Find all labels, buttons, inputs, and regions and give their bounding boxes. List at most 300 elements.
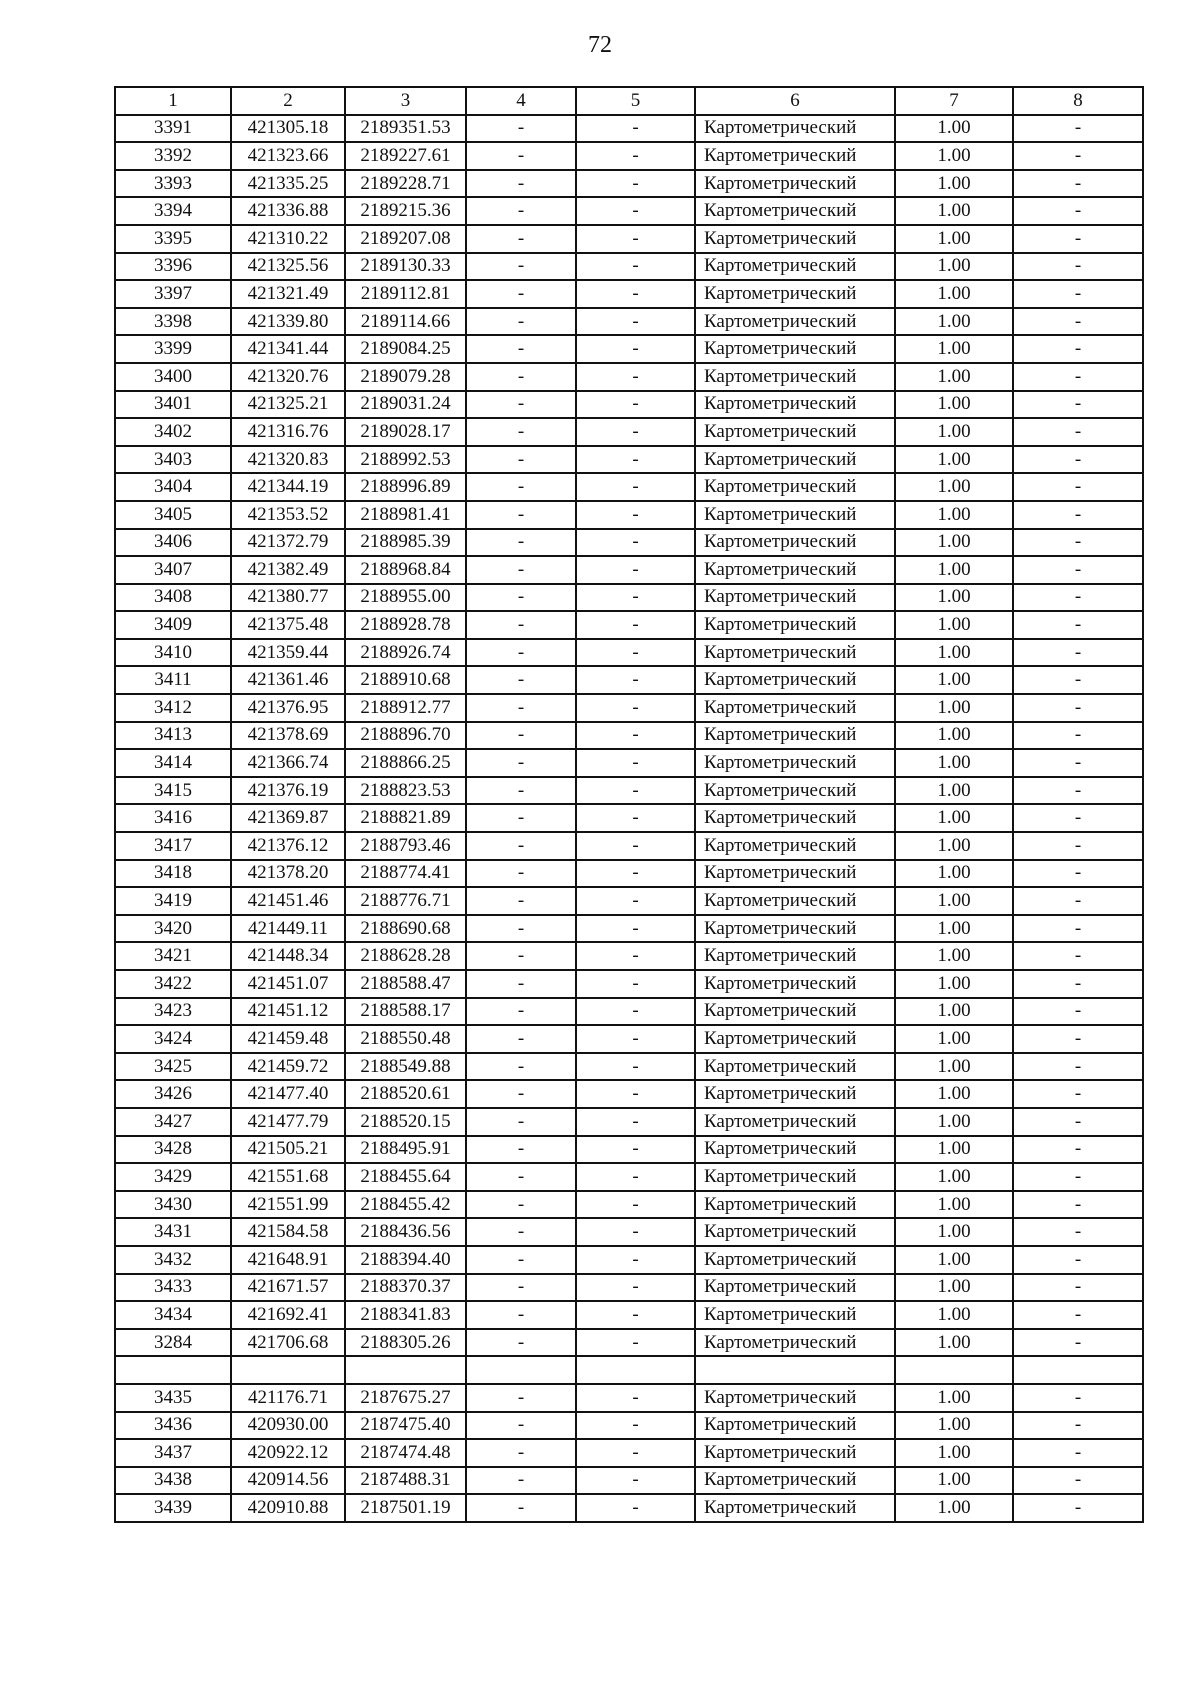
table-row [115,1274,1143,1302]
table-cell-col-2: 421477.79 [231,1108,345,1136]
table-row [115,1136,1143,1164]
column-header-7: 7 [895,87,1013,115]
table-row [115,1439,1143,1467]
table-cell-col-4: - [466,1025,576,1053]
table-cell-col-7: 1.00 [895,584,1013,612]
table-cell-col-4: - [466,197,576,225]
table-cell-col-7: 1.00 [895,832,1013,860]
table-cell-col-4: - [466,1163,576,1191]
table-row [115,1467,1143,1495]
table-cell-col-1: 3432 [115,1246,231,1274]
table-cell-col-7: 1.00 [895,1191,1013,1219]
table-cell-col-3: 2189114.66 [345,308,466,336]
table-cell-col-8: - [1013,1384,1143,1412]
table-cell-col-8: - [1013,115,1143,143]
table-cell-col-1: 3414 [115,749,231,777]
table-cell-col-4: - [466,804,576,832]
table-cell-col-2: 421376.12 [231,832,345,860]
table-cell-col-6: Картометрический [695,1108,895,1136]
table-cell-col-4: - [466,1053,576,1081]
table-header-row [115,87,1143,115]
table-cell-col-3: 2188394.40 [345,1246,466,1274]
table-cell-col-4 [466,1356,576,1384]
table-cell-col-8: - [1013,1053,1143,1081]
table-cell-col-7: 1.00 [895,1384,1013,1412]
table-row [115,887,1143,915]
table-cell-col-1: 3431 [115,1218,231,1246]
table-cell-col-1: 3415 [115,777,231,805]
table-cell-col-6: Картометрический [695,501,895,529]
table-cell-col-4: - [466,749,576,777]
table-cell-col-5: - [576,1301,695,1329]
table-cell-col-6: Картометрический [695,1439,895,1467]
table-cell-col-7: 1.00 [895,749,1013,777]
table-cell-col-7: 1.00 [895,308,1013,336]
table-cell-col-2: 421341.44 [231,335,345,363]
table-cell-col-2: 421477.40 [231,1080,345,1108]
table-cell-col-5: - [576,1108,695,1136]
table-cell-col-4: - [466,1136,576,1164]
table-cell-col-8: - [1013,142,1143,170]
table-cell-col-5: - [576,556,695,584]
table-cell-col-3: 2188495.91 [345,1136,466,1164]
table-row [115,1246,1143,1274]
table-cell-col-4: - [466,942,576,970]
table-cell-col-4: - [466,1246,576,1274]
table-cell-col-1: 3437 [115,1439,231,1467]
table-cell-col-8: - [1013,529,1143,557]
table-cell-col-6: Картометрический [695,1136,895,1164]
table-cell-col-7: 1.00 [895,335,1013,363]
table-body [115,115,1143,1522]
table-cell-col-2: 421551.68 [231,1163,345,1191]
table-cell-col-6: Картометрический [695,280,895,308]
table-cell-col-8: - [1013,225,1143,253]
table-cell-col-2: 421648.91 [231,1246,345,1274]
table-cell-col-5: - [576,335,695,363]
table-cell-col-3: 2188821.89 [345,804,466,832]
table-cell-col-1: 3409 [115,611,231,639]
table-cell-col-2: 421382.49 [231,556,345,584]
table-cell-col-4: - [466,1467,576,1495]
table-row [115,777,1143,805]
table-cell-col-2: 421505.21 [231,1136,345,1164]
table-cell-col-6: Картометрический [695,1163,895,1191]
table-cell-col-4: - [466,860,576,888]
table-cell-col-6: Картометрический [695,225,895,253]
table-cell-col-7 [895,1356,1013,1384]
table-row [115,1494,1143,1522]
table-row [115,1384,1143,1412]
table-cell-col-4: - [466,335,576,363]
table-cell-col-3: 2188370.37 [345,1274,466,1302]
table-cell-col-3: 2188774.41 [345,860,466,888]
table-cell-col-6: Картометрический [695,1384,895,1412]
table-cell-col-8: - [1013,1467,1143,1495]
table-row [115,529,1143,557]
table-cell-col-3: 2188823.53 [345,777,466,805]
table-cell-col-8: - [1013,363,1143,391]
table-cell-col-8: - [1013,1108,1143,1136]
table-cell-col-4: - [466,1329,576,1357]
table-cell-col-4: - [466,473,576,501]
table-row [115,253,1143,281]
table-cell-col-2: 421459.48 [231,1025,345,1053]
table-cell-col-4: - [466,253,576,281]
table-cell-col-6: Картометрический [695,1191,895,1219]
table-cell-col-7: 1.00 [895,611,1013,639]
table-cell-col-7: 1.00 [895,142,1013,170]
table-cell-col-8: - [1013,1191,1143,1219]
table-cell-col-4: - [466,115,576,143]
table-cell-col-1: 3429 [115,1163,231,1191]
table-cell-col-6: Картометрический [695,1494,895,1522]
table-cell-col-2: 421378.69 [231,722,345,750]
table-cell-col-3: 2188776.71 [345,887,466,915]
table-cell-col-8: - [1013,308,1143,336]
table-cell-col-1: 3412 [115,694,231,722]
table-cell-col-5: - [576,749,695,777]
table-cell-col-8: - [1013,970,1143,998]
table-cell-col-2: 421448.34 [231,942,345,970]
table-row [115,446,1143,474]
table-cell-col-5: - [576,584,695,612]
table-cell-col-3 [345,1356,466,1384]
table-cell-col-5: - [576,1163,695,1191]
table-cell-col-4: - [466,391,576,419]
table-cell-col-6: Картометрический [695,1301,895,1329]
table-cell-col-7: 1.00 [895,1301,1013,1329]
table-cell-col-6: Картометрический [695,970,895,998]
table-cell-col-8: - [1013,253,1143,281]
table-cell-col-5: - [576,170,695,198]
table-cell-col-5: - [576,915,695,943]
table-row [115,418,1143,446]
table-cell-col-6: Картометрический [695,335,895,363]
table-cell-col-8: - [1013,1136,1143,1164]
table-cell-col-6: Картометрический [695,639,895,667]
table-cell-col-4: - [466,1274,576,1302]
table-cell-col-2: 420914.56 [231,1467,345,1495]
table-cell-col-8: - [1013,1301,1143,1329]
table-cell-col-8: - [1013,1025,1143,1053]
table-cell-col-8: - [1013,1494,1143,1522]
table-cell-col-6: Картометрический [695,529,895,557]
table-cell-col-5: - [576,860,695,888]
table-cell-col-1: 3439 [115,1494,231,1522]
table-cell-col-4: - [466,611,576,639]
table-cell-col-3: 2188928.78 [345,611,466,639]
table-cell-col-2: 421321.49 [231,280,345,308]
table-cell-col-7: 1.00 [895,197,1013,225]
table-cell-col-7: 1.00 [895,1494,1013,1522]
table-cell-col-2: 421459.72 [231,1053,345,1081]
table-cell-col-2: 421376.95 [231,694,345,722]
table-cell-col-1: 3425 [115,1053,231,1081]
table-row [115,391,1143,419]
table-cell-col-2: 421451.12 [231,998,345,1026]
table-cell-col-3: 2188912.77 [345,694,466,722]
table-cell-col-8 [1013,1356,1143,1384]
table-cell-col-6: Картометрический [695,197,895,225]
table-cell-col-6: Картометрический [695,1467,895,1495]
table-row [115,197,1143,225]
table-cell-col-7: 1.00 [895,722,1013,750]
column-header-6: 6 [695,87,895,115]
table-cell-col-1: 3284 [115,1329,231,1357]
table-cell-col-2: 421584.58 [231,1218,345,1246]
table-cell-col-5: - [576,115,695,143]
table-row [115,1191,1143,1219]
table-cell-col-5: - [576,1439,695,1467]
table-cell-col-1: 3418 [115,860,231,888]
column-header-3: 3 [345,87,466,115]
table-cell-col-8: - [1013,473,1143,501]
table-cell-col-6: Картометрический [695,1025,895,1053]
table-cell-col-7: 1.00 [895,170,1013,198]
coordinates-table [114,86,1144,1523]
table-cell-col-3: 2188910.68 [345,666,466,694]
table-cell-col-5: - [576,253,695,281]
table-cell-col-7: 1.00 [895,998,1013,1026]
table-cell-col-3: 2189028.17 [345,418,466,446]
table-cell-col-7: 1.00 [895,915,1013,943]
table-cell-col-1: 3421 [115,942,231,970]
table-cell-col-4: - [466,1191,576,1219]
table-cell-col-3: 2189228.71 [345,170,466,198]
table-cell-col-5: - [576,1025,695,1053]
table-cell-col-5: - [576,1412,695,1440]
table-cell-col-1: 3398 [115,308,231,336]
table-cell-col-1: 3403 [115,446,231,474]
table-cell-col-4: - [466,970,576,998]
table-cell-col-4: - [466,777,576,805]
table-cell-col-3: 2189079.28 [345,363,466,391]
table-cell-col-7: 1.00 [895,391,1013,419]
table-cell-col-7: 1.00 [895,639,1013,667]
table-cell-col-3: 2189130.33 [345,253,466,281]
table-row [115,915,1143,943]
table-cell-col-3: 2188690.68 [345,915,466,943]
table-cell-col-4: - [466,1218,576,1246]
table-cell-col-3: 2189227.61 [345,142,466,170]
table-cell-col-1: 3394 [115,197,231,225]
table-cell-col-3: 2189031.24 [345,391,466,419]
table-cell-col-4: - [466,280,576,308]
table-cell-col-1: 3438 [115,1467,231,1495]
table-cell-col-5: - [576,777,695,805]
table-cell-col-6: Картометрический [695,749,895,777]
table-row [115,1080,1143,1108]
table-cell-col-7: 1.00 [895,777,1013,805]
table-cell-col-2: 420910.88 [231,1494,345,1522]
table-cell-col-1: 3392 [115,142,231,170]
table-row [115,1412,1143,1440]
table-cell-col-7: 1.00 [895,1439,1013,1467]
table-cell-col-6: Картометрический [695,556,895,584]
table-cell-col-8: - [1013,1329,1143,1357]
table-cell-col-8: - [1013,1274,1143,1302]
table-cell-col-1: 3434 [115,1301,231,1329]
table-row [115,1108,1143,1136]
table-cell-col-7: 1.00 [895,446,1013,474]
table-cell-col-3: 2187474.48 [345,1439,466,1467]
table-cell-col-4: - [466,1494,576,1522]
table-cell-col-1: 3420 [115,915,231,943]
table-cell-col-6: Картометрический [695,942,895,970]
table-cell-col-4: - [466,722,576,750]
table-cell-col-6: Картометрический [695,832,895,860]
table-cell-col-5: - [576,1053,695,1081]
table-cell-col-7: 1.00 [895,887,1013,915]
table-cell-col-7: 1.00 [895,694,1013,722]
table-cell-col-6: Картометрический [695,584,895,612]
table-cell-col-7: 1.00 [895,1218,1013,1246]
table-cell-col-2 [231,1356,345,1384]
table-cell-col-4: - [466,446,576,474]
table-cell-col-7: 1.00 [895,529,1013,557]
table-row [115,666,1143,694]
table-cell-col-8: - [1013,391,1143,419]
table-cell-col-3: 2188550.48 [345,1025,466,1053]
table-cell-col-5: - [576,1080,695,1108]
table-row [115,280,1143,308]
table-cell-col-1: 3397 [115,280,231,308]
table-cell-col-7: 1.00 [895,1412,1013,1440]
table-cell-col-4: - [466,694,576,722]
table-cell-col-8: - [1013,584,1143,612]
table-cell-col-1: 3417 [115,832,231,860]
table-cell-col-2: 421671.57 [231,1274,345,1302]
table-cell-col-7: 1.00 [895,666,1013,694]
table-cell-col-2: 421372.79 [231,529,345,557]
table-cell-col-5: - [576,887,695,915]
table-cell-col-5: - [576,391,695,419]
table-cell-col-1: 3402 [115,418,231,446]
table-cell-col-5: - [576,308,695,336]
table-cell-col-2: 421359.44 [231,639,345,667]
table-cell-col-3: 2188996.89 [345,473,466,501]
table-cell-col-2: 421336.88 [231,197,345,225]
table-row [115,970,1143,998]
table-cell-col-3: 2188866.25 [345,749,466,777]
table-cell-col-6: Картометрический [695,473,895,501]
table-cell-col-6: Картометрический [695,998,895,1026]
table-cell-col-2: 421369.87 [231,804,345,832]
table-cell-col-5: - [576,1191,695,1219]
table-cell-col-7: 1.00 [895,363,1013,391]
table-row [115,363,1143,391]
table-cell-col-5: - [576,942,695,970]
table-cell-col-3: 2188955.00 [345,584,466,612]
table-row [115,584,1143,612]
table-cell-col-8: - [1013,335,1143,363]
table-cell-col-4: - [466,1412,576,1440]
table-cell-col-4: - [466,363,576,391]
table-cell-col-7: 1.00 [895,1025,1013,1053]
table-cell-col-2: 421339.80 [231,308,345,336]
table-cell-col-3: 2187501.19 [345,1494,466,1522]
table-cell-col-8: - [1013,915,1143,943]
table-cell-col-7: 1.00 [895,804,1013,832]
table-cell-col-5: - [576,501,695,529]
table-cell-col-1: 3413 [115,722,231,750]
table-cell-col-1: 3399 [115,335,231,363]
table-cell-col-2: 421325.21 [231,391,345,419]
table-cell-col-4: - [466,1301,576,1329]
table-cell-col-6: Картометрический [695,860,895,888]
table-cell-col-6: Картометрический [695,915,895,943]
table-cell-col-1: 3435 [115,1384,231,1412]
table-cell-col-4: - [466,1108,576,1136]
table-cell-col-2: 421344.19 [231,473,345,501]
table-cell-col-4: - [466,1439,576,1467]
table-cell-col-1: 3401 [115,391,231,419]
table-cell-col-1: 3436 [115,1412,231,1440]
table-cell-col-5: - [576,1136,695,1164]
table-cell-col-6: Картометрический [695,170,895,198]
table-cell-col-5: - [576,529,695,557]
table-cell-col-8: - [1013,611,1143,639]
table-cell-col-7: 1.00 [895,1329,1013,1357]
table-cell-col-4: - [466,998,576,1026]
table-cell-col-5: - [576,611,695,639]
table-cell-col-8: - [1013,556,1143,584]
table-cell-col-7: 1.00 [895,1467,1013,1495]
table-row [115,749,1143,777]
table-row [115,170,1143,198]
table-cell-col-8: - [1013,998,1143,1026]
table-row [115,1218,1143,1246]
table-cell-col-5: - [576,280,695,308]
table-cell-col-6: Картометрический [695,446,895,474]
table-row [115,1053,1143,1081]
table-cell-col-1 [115,1356,231,1384]
table-cell-col-2: 421378.20 [231,860,345,888]
table-cell-col-7: 1.00 [895,253,1013,281]
table-cell-col-1: 3428 [115,1136,231,1164]
table-cell-col-5: - [576,832,695,860]
table-cell-col-7: 1.00 [895,1246,1013,1274]
table-cell-col-8: - [1013,942,1143,970]
table-cell-col-4: - [466,142,576,170]
table-cell-col-1: 3406 [115,529,231,557]
table-cell-col-6: Картометрический [695,391,895,419]
table-row [115,308,1143,336]
table-cell-col-7: 1.00 [895,280,1013,308]
table-cell-col-3: 2188455.64 [345,1163,466,1191]
table-cell-col-8: - [1013,777,1143,805]
table-cell-col-8: - [1013,197,1143,225]
table-cell-col-6: Картометрический [695,1329,895,1357]
table-cell-col-1: 3404 [115,473,231,501]
table-cell-col-5: - [576,142,695,170]
table-cell-col-5: - [576,1384,695,1412]
table-cell-col-7: 1.00 [895,1080,1013,1108]
table-cell-col-4: - [466,1080,576,1108]
table-cell-col-7: 1.00 [895,501,1013,529]
table-cell-col-6: Картометрический [695,308,895,336]
table-cell-col-8: - [1013,694,1143,722]
table-cell-col-5: - [576,639,695,667]
table-row [115,142,1143,170]
table-cell-col-6: Картометрический [695,115,895,143]
column-header-1: 1 [115,87,231,115]
table-cell-col-5: - [576,694,695,722]
table-cell-col-5: - [576,225,695,253]
table-cell-col-2: 421361.46 [231,666,345,694]
table-cell-col-2: 421376.19 [231,777,345,805]
